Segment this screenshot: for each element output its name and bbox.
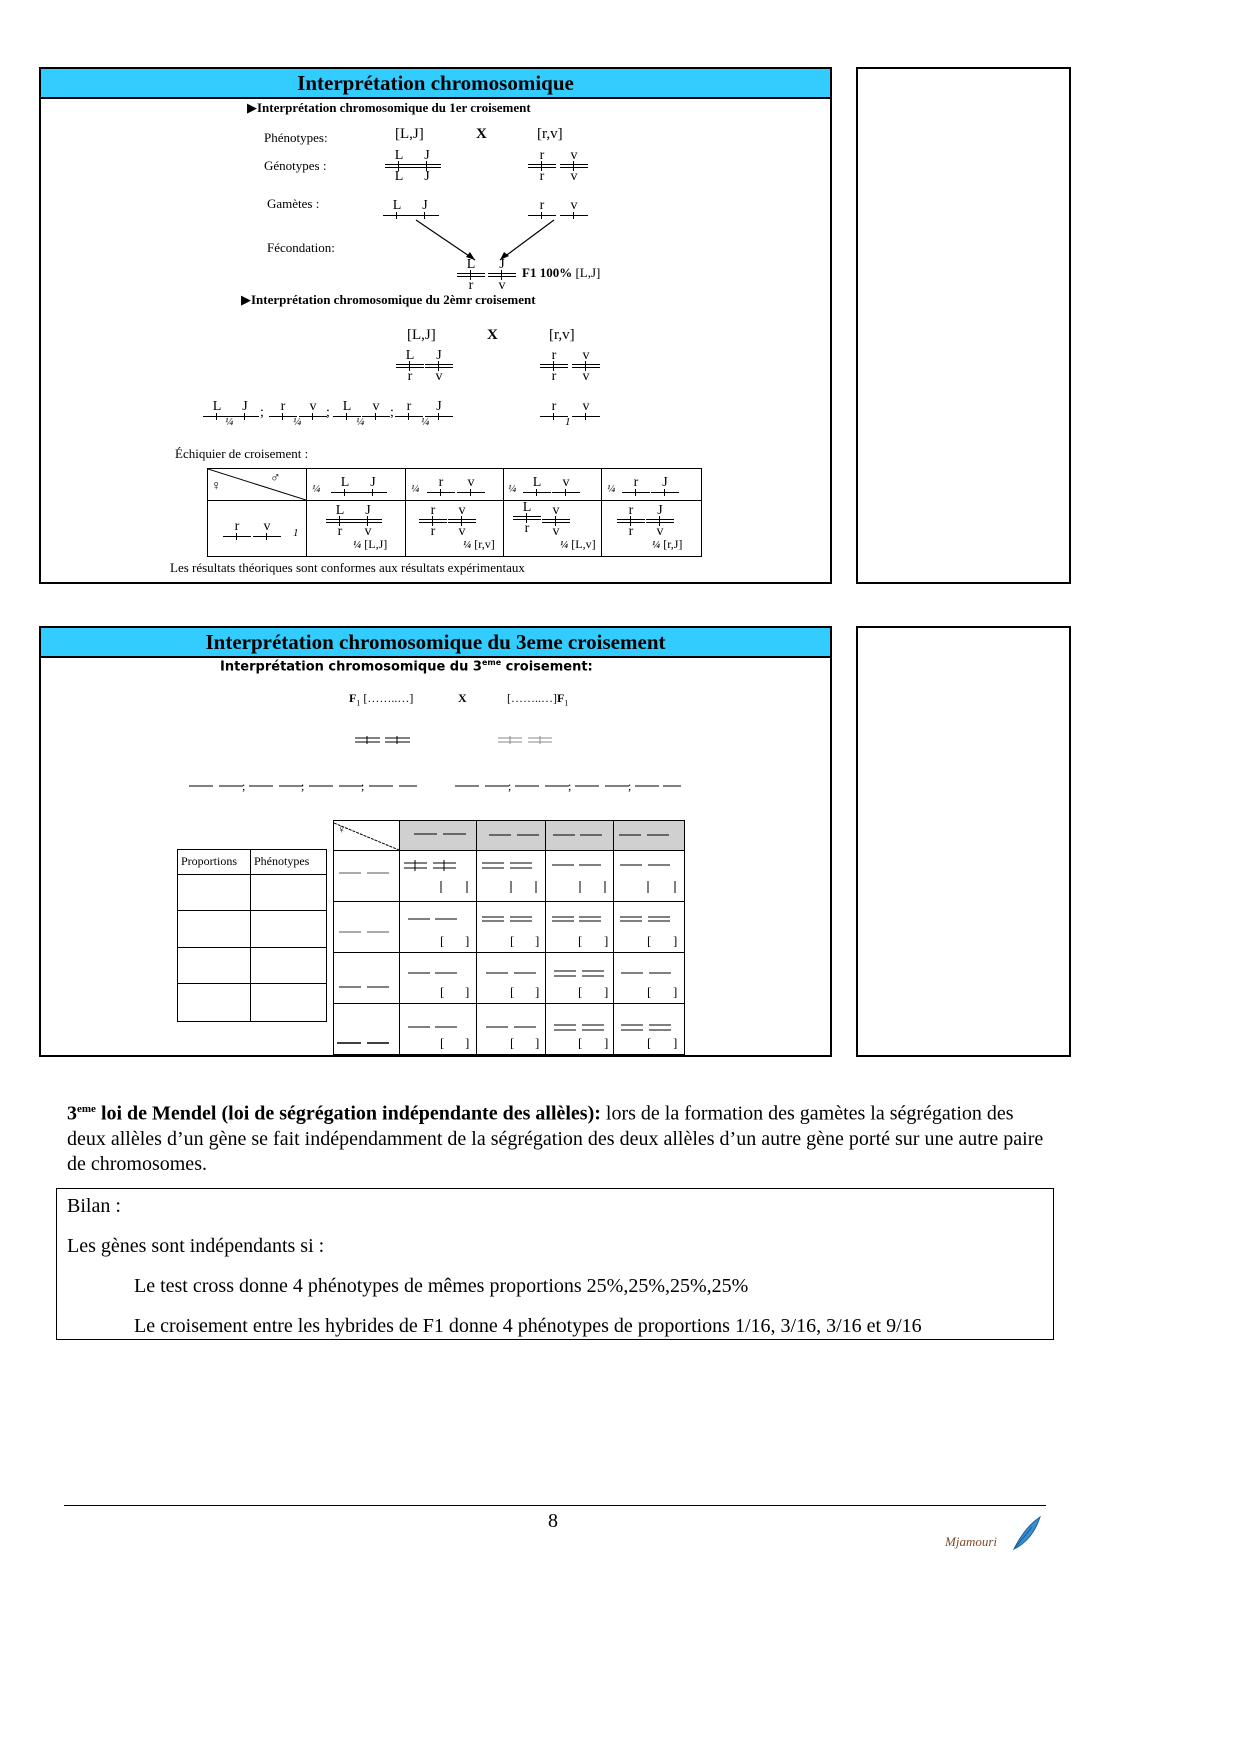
- chromosome-pair: v v: [560, 148, 588, 184]
- gamete-proportion: ¼: [421, 416, 430, 428]
- svg-text:;: ;: [361, 780, 365, 793]
- offspring-chromosome-pair: J v: [354, 503, 382, 539]
- svg-text:[: [: [578, 984, 583, 999]
- gamete-chromosome: L: [203, 399, 231, 420]
- chromosome-pair: J J: [413, 148, 441, 184]
- panel-title: Interprétation chromosomique du 3eme croisement: [41, 628, 830, 658]
- gamete-chromosome: r: [223, 519, 251, 540]
- subtitle-second-cross: [241, 292, 536, 308]
- svg-text:[: [: [647, 1035, 652, 1050]
- offspring-chromosome-pair: v v: [448, 503, 476, 539]
- gamete-chromosome: v: [253, 519, 281, 540]
- proportion: ¼: [560, 539, 569, 551]
- gamete-chromosome: L: [331, 475, 359, 496]
- superscript: eme: [481, 658, 502, 667]
- f1-chromosome-pair: J v: [488, 257, 516, 293]
- svg-text:[: [: [578, 1035, 583, 1050]
- svg-text:]: ]: [604, 933, 609, 948]
- offspring-chromosome-pair: r r: [617, 503, 645, 539]
- proportions-header: Proportions: [181, 854, 238, 868]
- p1-phenotype-2: [L,J]: [407, 327, 436, 343]
- gamete-proportion: 1: [293, 527, 299, 539]
- punnett-square-2: [333, 820, 685, 1055]
- svg-text:;: ;: [508, 780, 512, 793]
- svg-text:]: ]: [673, 984, 678, 999]
- mendel-sup: eme: [77, 1103, 96, 1115]
- f1-left-phenotype: [349, 691, 413, 707]
- gamete-chromosome: r: [528, 198, 556, 219]
- gamete-chromosome: r: [427, 475, 455, 496]
- male-symbol: ♂: [270, 471, 281, 486]
- chromosome-pair: r r: [528, 148, 556, 184]
- punnett-2-blank-lines: [334, 821, 684, 1054]
- gamete-chromosome: v: [572, 399, 600, 420]
- gamete-chromosome: J: [359, 475, 387, 496]
- svg-text:]: ]: [535, 1035, 540, 1050]
- separator: ;: [390, 405, 394, 420]
- cross-symbol: X: [476, 126, 487, 142]
- side-notes-box-1: [856, 67, 1071, 584]
- bilan-title: Bilan :: [67, 1195, 121, 1217]
- f1-chromosome-pair: L r: [457, 257, 485, 293]
- svg-text:]: ]: [604, 1035, 609, 1050]
- offspring-chromosome-pair: L r: [513, 500, 541, 536]
- subtitle-third-cross: [220, 658, 593, 674]
- svg-text:[: [: [440, 1035, 445, 1050]
- f1-phenotype: [L,J]: [575, 265, 601, 280]
- f1-label: F: [349, 691, 357, 705]
- svg-text:;: ;: [242, 780, 246, 793]
- fecondation-arrows: [400, 215, 570, 265]
- p2-phenotype: [r,v]: [537, 126, 563, 142]
- bilan-line3: Le croisement entre les hybrides de F1 donne 4 phénotypes de proportions 1/16, 3/16, 3/16 et 9/16: [134, 1315, 922, 1337]
- conclusion-text: Les résultats théoriques sont conformes aux résultats expérimentaux: [170, 560, 525, 575]
- svg-text:]: ]: [604, 984, 609, 999]
- bilan-box: [56, 1188, 1054, 1340]
- svg-text:]: ]: [465, 984, 470, 999]
- offspring-phenotype: [353, 537, 387, 552]
- punnett-square-1: [207, 468, 702, 557]
- f1-right-phenotype: [507, 691, 568, 707]
- gamete-proportion: 1: [565, 416, 571, 428]
- gamete-chromosome: r: [269, 399, 297, 420]
- f1-label: F: [557, 691, 565, 705]
- gamete-chromosome: J: [231, 399, 259, 420]
- p1-phenotype: [L,J]: [395, 126, 424, 142]
- svg-text:[: [: [510, 933, 515, 948]
- svg-text:]: ]: [673, 1035, 678, 1050]
- phenotype: [r,J]: [663, 537, 683, 551]
- label-fecondation: Fécondation:: [267, 240, 335, 255]
- proportion: ¼: [463, 539, 472, 551]
- f1-result: [522, 265, 600, 281]
- subtitle-text: Interprétation chromosomique du 1er croisement: [257, 100, 531, 115]
- proportions-table: [177, 849, 327, 1022]
- offspring-chromosome-pair: r r: [419, 503, 447, 539]
- gamete-chromosome: v: [560, 198, 588, 219]
- svg-text:[: [: [510, 1035, 515, 1050]
- echiquier-label: Échiquier de croisement :: [175, 446, 309, 461]
- svg-text:]: ]: [535, 984, 540, 999]
- phenotype: [L,J]: [364, 537, 388, 551]
- subtitle-first-cross: [247, 100, 531, 116]
- svg-text:]: ]: [465, 1035, 470, 1050]
- gamete-chromosome: J: [425, 399, 453, 420]
- gamete-chromosome: v: [457, 475, 485, 496]
- label-phenotypes: Phénotypes:: [264, 130, 328, 145]
- chromosome-pair: v v: [572, 348, 600, 384]
- phenotype: [r,v]: [474, 537, 495, 551]
- mendel-law-paragraph: [67, 1097, 1047, 1177]
- gamete-chromosome: r: [540, 399, 568, 420]
- gamete-proportion: ¼: [356, 416, 365, 428]
- gamete-proportion: ¼: [225, 416, 234, 428]
- label-genotypes: Génotypes :: [264, 158, 327, 173]
- label-gametes: Gamètes :: [267, 196, 320, 211]
- svg-text:]: ]: [465, 933, 470, 948]
- gamete-chromosome: v: [362, 399, 390, 420]
- gamete-proportion: ¼: [607, 483, 616, 495]
- gamete-chromosome: L: [523, 475, 551, 496]
- mendel-text: lors de la formation des gamètes la ségrégation des deux allèles d’un gène se fait indépendamment de la ségrégation des deux allèles d’un autre gène porté sur une autre paire de chromosomes.: [67, 1102, 1044, 1175]
- f1-label: F1 100%: [522, 265, 573, 280]
- play-icon: ▶: [247, 100, 257, 115]
- bilan-line1: Les gènes sont indépendants si :: [67, 1235, 325, 1257]
- svg-text:[: [: [578, 933, 583, 948]
- gamete-proportion: ¼: [508, 483, 517, 495]
- phenotype: [L,v]: [571, 537, 596, 551]
- cross-symbol-3: X: [458, 691, 467, 705]
- offspring-chromosome-pair: v v: [542, 503, 570, 539]
- gamete-chromosome: L: [383, 198, 411, 219]
- gamete-proportion: ¼: [293, 416, 302, 428]
- gamete-proportion: ¼: [411, 483, 420, 495]
- proportion: ¼: [353, 539, 362, 551]
- subtitle-text: Interprétation chromosomique du 3: [220, 659, 482, 675]
- svg-text:[: [: [647, 984, 652, 999]
- footer-rule: [64, 1505, 1046, 1506]
- separator: ;: [326, 405, 330, 420]
- subtitle-text: Interprétation chromosomique du 2èmr croisement: [251, 292, 536, 307]
- female-symbol: ♀: [337, 822, 346, 836]
- female-symbol: ♀: [211, 479, 222, 494]
- svg-text:;: ;: [301, 780, 305, 793]
- chromosome-pair: L L: [385, 148, 413, 184]
- offspring-phenotype: [652, 537, 682, 552]
- gamete-chromosome: L: [333, 399, 361, 420]
- offspring-phenotype: [560, 537, 596, 552]
- feather-quill-icon: [1010, 1515, 1042, 1551]
- gamete-chromosome: r: [622, 475, 650, 496]
- cross-symbol-2: X: [487, 327, 498, 343]
- gamete-chromosome: v: [299, 399, 327, 420]
- offspring-chromosome-pair: L r: [326, 503, 354, 539]
- separator: ;: [260, 405, 264, 420]
- mendel-title: loi de Mendel (loi de ségrégation indépendante des allèles):: [95, 1102, 601, 1125]
- svg-text:[: [: [647, 933, 652, 948]
- gamete-chromosome: J: [411, 198, 439, 219]
- offspring-chromosome-pair: J v: [646, 503, 674, 539]
- page-number: 8: [548, 1510, 558, 1532]
- blank-genotypes: [350, 734, 560, 748]
- play-icon: ▶: [241, 292, 251, 307]
- gamete-chromosome: r: [395, 399, 423, 420]
- gamete-chromosome: J: [651, 475, 679, 496]
- p2-phenotype-2: [r,v]: [549, 327, 575, 343]
- f1-sub: 1: [564, 698, 569, 708]
- mendel-number: 3: [67, 1102, 77, 1125]
- gamete-chromosome: v: [552, 475, 580, 496]
- phenotypes-header: Phénotypes: [254, 854, 310, 868]
- side-notes-box-2: [856, 626, 1071, 1057]
- proportion: ¼: [652, 539, 661, 551]
- svg-text:;: ;: [568, 780, 572, 793]
- gamete-proportion: ¼: [312, 483, 321, 495]
- bilan-line2: Le test cross donne 4 phénotypes de mêmes proportions 25%,25%,25%,25%: [134, 1275, 749, 1297]
- offspring-phenotype: [463, 537, 495, 552]
- blank-gametes: [185, 780, 685, 794]
- svg-text:]: ]: [535, 933, 540, 948]
- svg-text:[: [: [440, 933, 445, 948]
- signature: Mjamouri: [945, 1534, 997, 1549]
- subtitle-end: croisement:: [501, 659, 593, 675]
- svg-text:;: ;: [628, 780, 632, 793]
- f1-sub: 1: [356, 698, 361, 708]
- blank-phenotype: [……..…]: [507, 691, 557, 705]
- chromosome-pair: J v: [425, 348, 453, 384]
- chromosome-pair: r r: [540, 348, 568, 384]
- svg-text:[: [: [440, 984, 445, 999]
- chromosome-pair: L r: [396, 348, 424, 384]
- panel-title: Interprétation chromosomique: [41, 69, 830, 99]
- svg-text:]: ]: [673, 933, 678, 948]
- blank-phenotype: [……..…]: [363, 691, 414, 705]
- svg-text:[: [: [510, 984, 515, 999]
